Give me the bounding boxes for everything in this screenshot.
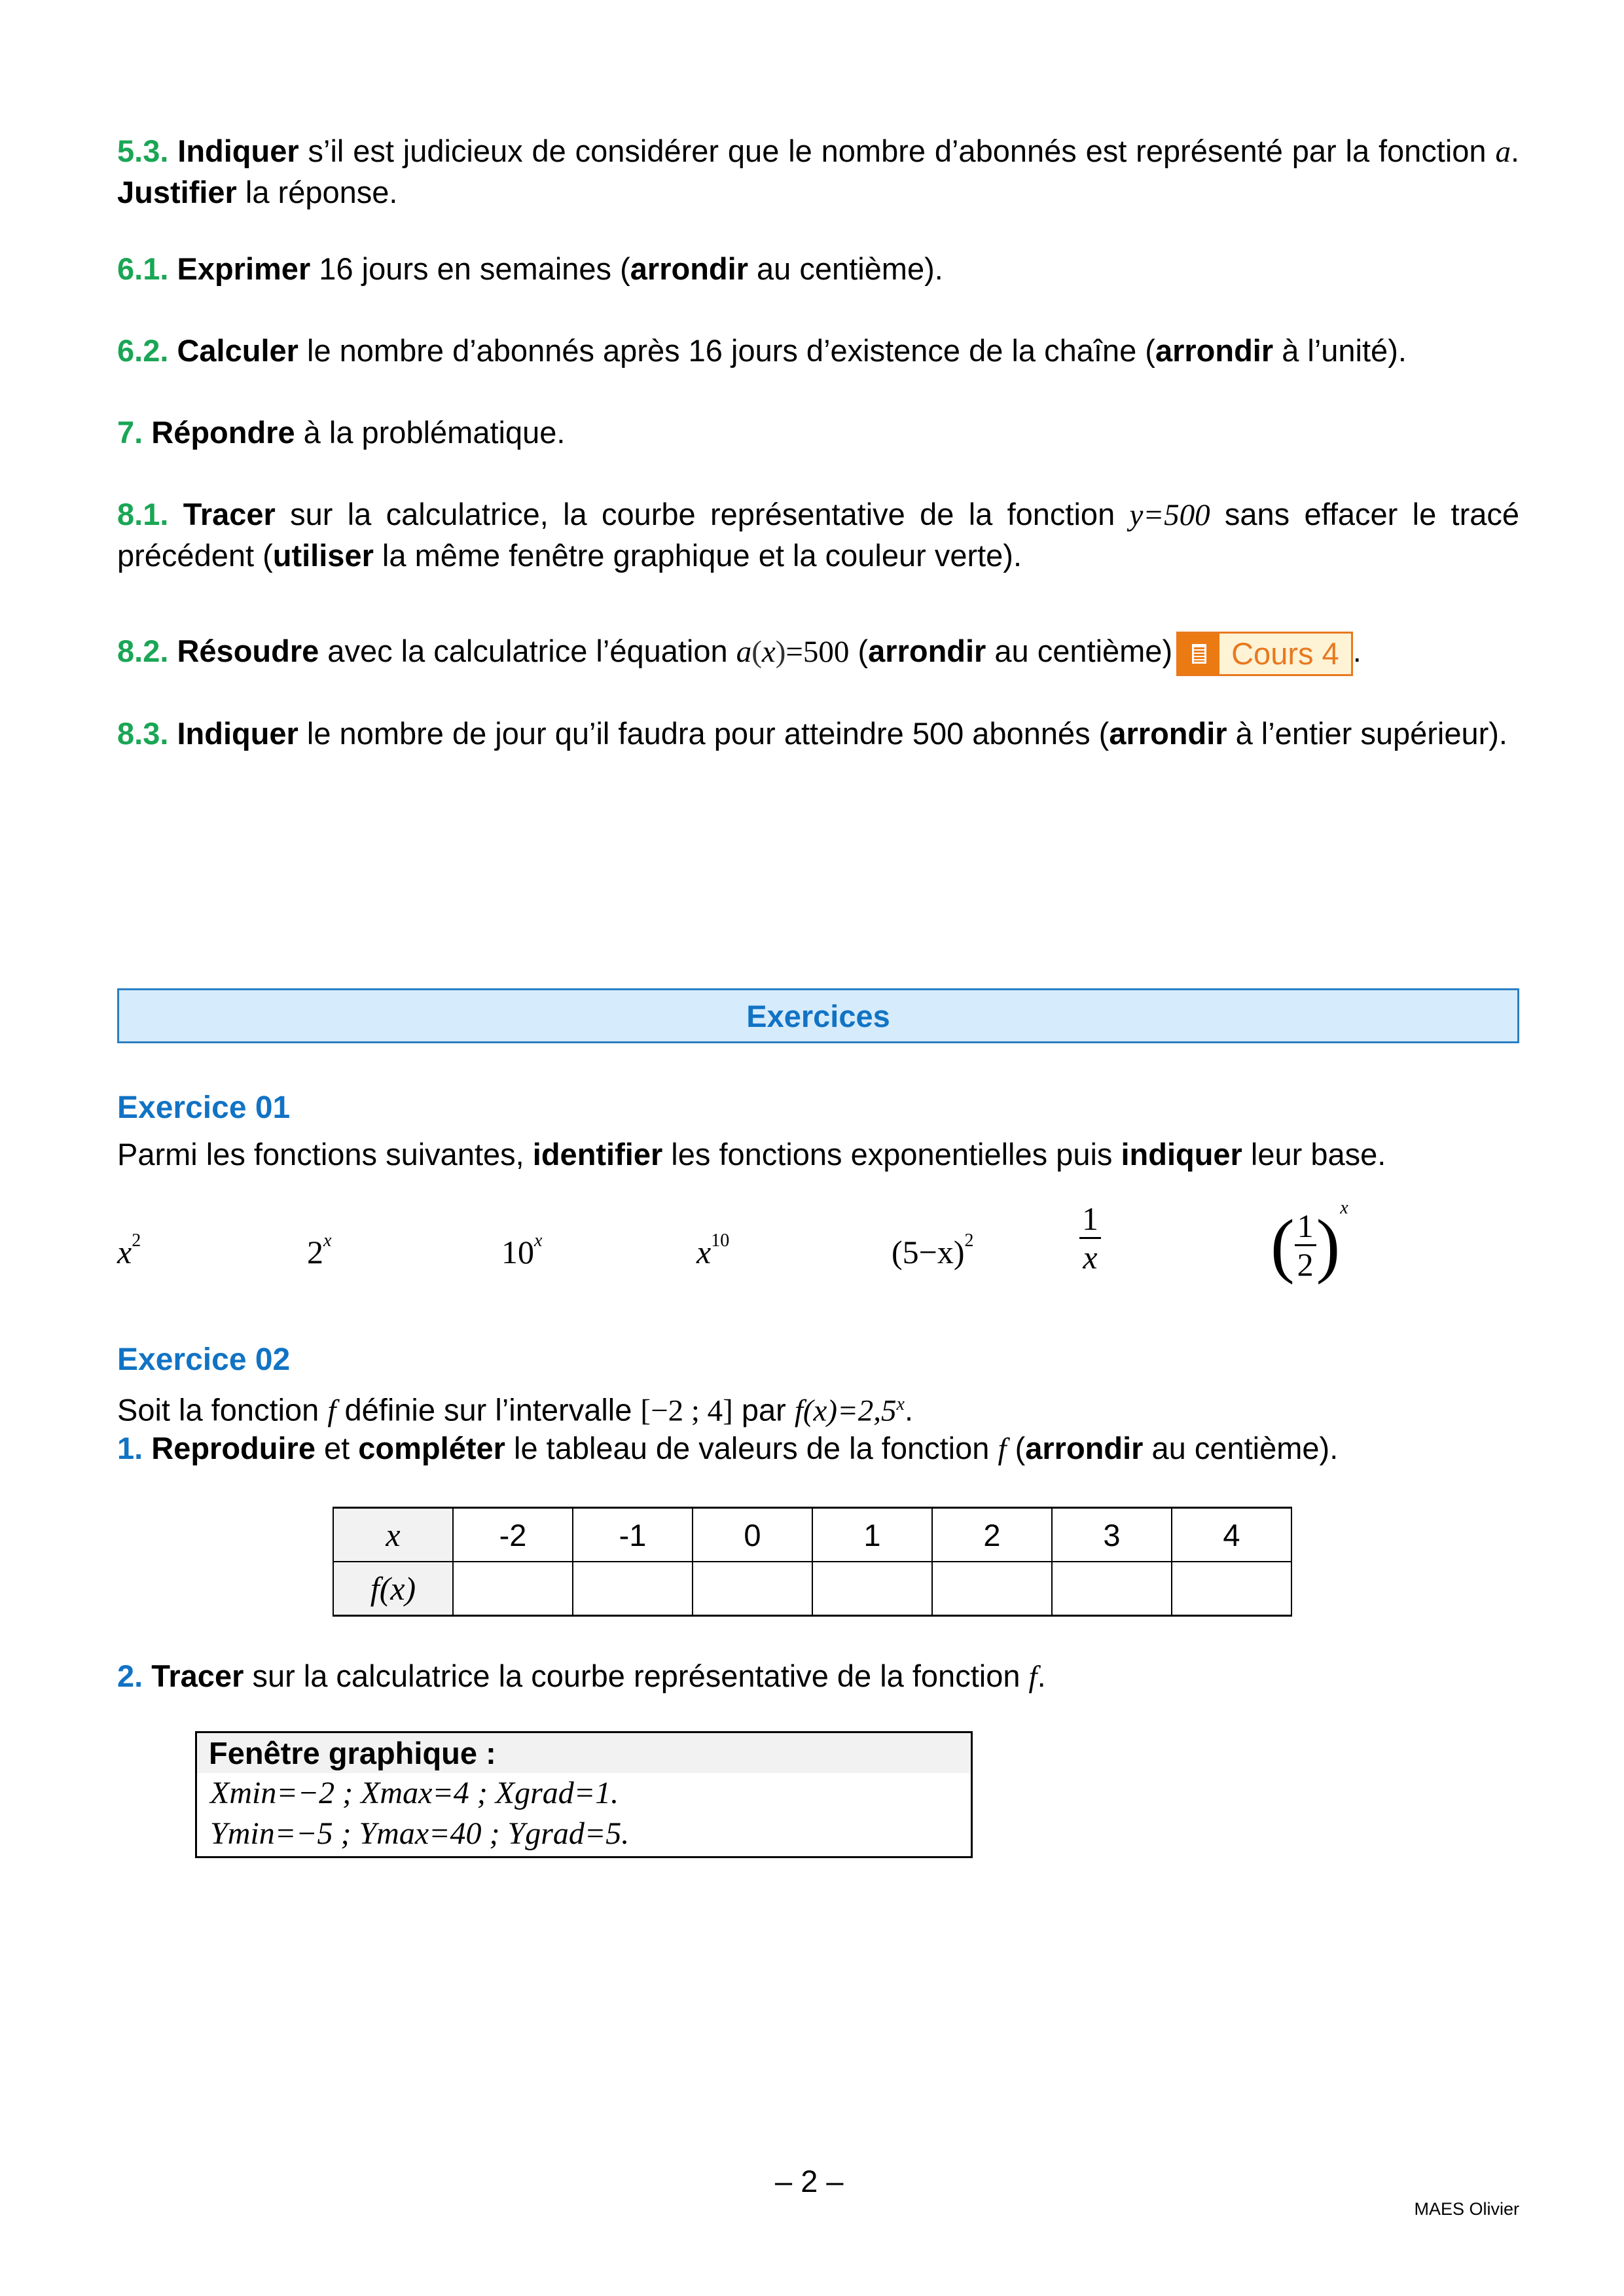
document-icon	[1178, 634, 1219, 674]
question-text: et	[315, 1431, 359, 1465]
table-cell: 1	[812, 1508, 932, 1562]
statement-text: Parmi les fonctions suivantes,	[117, 1137, 533, 1172]
math-expression: y=500	[1129, 498, 1210, 532]
table-cell-empty[interactable]	[1052, 1562, 1172, 1616]
question-text: la réponse.	[236, 175, 398, 209]
instruction-bold: utiliser	[272, 538, 374, 573]
question-text: au centième).	[748, 251, 943, 286]
question-number: 5.3.	[117, 134, 169, 168]
math-definition: f(x)=2,5	[794, 1393, 897, 1428]
function-half-pow-x: ( $\frac{1}{2}$ )$^x$	[1271, 1198, 1348, 1285]
question-text: le nombre de jour qu’il faudra pour atteindre 500 abonnés (	[298, 716, 1110, 751]
question-text: s’il est judicieux de considérer que le nombre d’abonnés est représenté par la fonction	[298, 134, 1496, 168]
instruction-verb: indiquer	[1121, 1137, 1242, 1172]
math-func: f	[327, 1393, 336, 1428]
table-cell: -1	[573, 1508, 693, 1562]
question-text: à la problématique.	[295, 415, 566, 450]
question-text: le nombre d’abonnés après 16 jours d’existence de la chaîne (	[298, 333, 1155, 368]
question-6-2	[117, 331, 1519, 371]
page-number: – 2 –	[775, 2164, 844, 2198]
exercise-01-title: Exercice 01	[117, 1090, 291, 1125]
instruction-verb: compléter	[358, 1431, 505, 1465]
instruction-bold: arrondir	[868, 634, 986, 668]
question-text: sans effacer le tracé précédent (	[117, 497, 1519, 573]
row-header-fx: f(x)	[333, 1562, 453, 1616]
instruction-bold: arrondir	[1109, 716, 1227, 751]
instruction-verb: Indiquer	[177, 134, 299, 168]
instruction-verb: Exprimer	[177, 251, 311, 286]
table-row-fx	[333, 1562, 1291, 1616]
statement-text: définie sur l’intervalle	[336, 1392, 641, 1427]
table-cell-empty[interactable]	[932, 1562, 1052, 1616]
question-text: à l’unité).	[1273, 333, 1407, 368]
table-cell: 2	[932, 1508, 1052, 1562]
graphic-window-title: Fenêtre graphique :	[197, 1733, 971, 1773]
math-equals: =500	[785, 635, 850, 669]
punctuation: .	[1037, 1659, 1046, 1693]
exercise-02-title: Exercice 02	[117, 1342, 291, 1377]
question-text: le tableau de valeurs de la fonction	[505, 1431, 998, 1465]
question-number: 1.	[117, 1431, 143, 1465]
table-cell-empty[interactable]	[1172, 1562, 1291, 1616]
question-text: (	[1006, 1431, 1026, 1465]
math-exponent: x	[896, 1394, 905, 1414]
instruction-verb: Justifier	[117, 175, 237, 209]
instruction-verb: Tracer	[183, 497, 276, 531]
math-var: x	[761, 635, 776, 669]
question-number: 8.1.	[117, 497, 169, 531]
math-interval: [−2 ; 4]	[640, 1393, 733, 1428]
instruction-verb: Reproduire	[151, 1431, 316, 1465]
question-text: 16 jours en semaines (	[310, 251, 630, 286]
graphic-window-y-settings: Ymin=−5 ; Ymax=40 ; Ygrad=5.	[210, 1816, 630, 1851]
graphic-window-x-settings: Xmin=−2 ; Xmax=4 ; Xgrad=1.	[210, 1776, 619, 1810]
cours-label: Cours 4	[1219, 634, 1351, 674]
function-5-minus-x-squared: $(5-x)^2$	[892, 1230, 974, 1270]
question-text: sur la calculatrice la courbe représentative de la fonction	[244, 1659, 1029, 1693]
question-text: à l’entier supérieur).	[1227, 716, 1507, 751]
table-cell-empty[interactable]	[453, 1562, 573, 1616]
function-x-pow-10: $x^{10}$	[696, 1230, 730, 1270]
math-func: f	[1028, 1660, 1038, 1694]
question-number: 8.2.	[117, 634, 169, 668]
instruction-verb: Résoudre	[177, 634, 319, 668]
section-banner-exercices: Exercices	[117, 988, 1519, 1043]
function-2-pow-x: 2$^x$	[307, 1230, 332, 1270]
question-5-3	[117, 131, 1519, 213]
question-text: au centième).	[1143, 1431, 1339, 1465]
values-table	[333, 1507, 1292, 1617]
statement-text: les fonctions exponentielles puis	[662, 1137, 1121, 1172]
instruction-bold: arrondir	[1155, 333, 1274, 368]
question-text: la même fenêtre graphique et la couleur verte).	[373, 538, 1022, 573]
question-8-3	[117, 713, 1519, 754]
table-cell-empty[interactable]	[693, 1562, 812, 1616]
math-func: a	[736, 635, 752, 669]
question-8-2: 8.2. Résoudre avec la calculatrice l’équation a(x)=500 (arrondir au centième) Cours 4 .	[117, 628, 1519, 676]
instruction-verb: identifier	[532, 1137, 663, 1172]
table-cell: -2	[453, 1508, 573, 1562]
statement-text: leur base.	[1242, 1137, 1386, 1172]
function-x-squared: $x^2$	[117, 1230, 141, 1270]
exercise-02-question-2	[117, 1656, 1519, 1697]
question-text: .	[1510, 134, 1519, 168]
instruction-verb: Répondre	[151, 415, 295, 450]
question-text: sur la calculatrice, la courbe représentative de la fonction	[275, 497, 1130, 531]
math-var: a	[1495, 135, 1511, 169]
exercise-01-statement	[117, 1134, 1519, 1175]
statement-text: Soit la fonction	[117, 1392, 328, 1427]
function-10-pow-x: 10$^x$	[501, 1230, 543, 1270]
exercise-02-statement	[117, 1384, 1519, 1431]
author-name: MAES Olivier	[1414, 2199, 1519, 2219]
table-row-x	[333, 1508, 1291, 1562]
question-number: 6.1.	[117, 251, 169, 286]
question-number: 2.	[117, 1659, 143, 1693]
table-cell-empty[interactable]	[573, 1562, 693, 1616]
punctuation: .	[1352, 634, 1362, 668]
question-number: 8.3.	[117, 716, 169, 751]
question-number: 6.2.	[117, 333, 169, 368]
punctuation: .	[904, 1392, 914, 1427]
statement-text: par	[732, 1392, 795, 1427]
question-7	[117, 412, 1519, 453]
function-list	[117, 1198, 1519, 1309]
math-func: f	[998, 1432, 1007, 1466]
function-one-over-x: $\frac{1}{x}$	[1079, 1200, 1101, 1276]
table-cell: 4	[1172, 1508, 1291, 1562]
instruction-verb: Calculer	[177, 333, 298, 368]
question-number: 7.	[117, 415, 143, 450]
instruction-bold: arrondir	[630, 251, 748, 286]
table-cell-empty[interactable]	[812, 1562, 932, 1616]
instruction-bold: arrondir	[1025, 1431, 1144, 1465]
instruction-verb: Indiquer	[177, 716, 298, 751]
table-cell: 3	[1052, 1508, 1172, 1562]
question-text: au centième)	[986, 634, 1173, 668]
question-text: (	[849, 634, 869, 668]
cours-4-link[interactable]	[1176, 632, 1353, 676]
question-text: avec la calculatrice l’équation	[319, 634, 736, 668]
instruction-verb: Tracer	[151, 1659, 244, 1693]
exercise-02-question-1	[117, 1428, 1519, 1469]
question-6-1	[117, 249, 1519, 289]
table-cell: 0	[693, 1508, 812, 1562]
question-8-1	[117, 494, 1519, 576]
graphic-window-box	[195, 1731, 973, 1858]
row-header-x: x	[333, 1508, 453, 1562]
